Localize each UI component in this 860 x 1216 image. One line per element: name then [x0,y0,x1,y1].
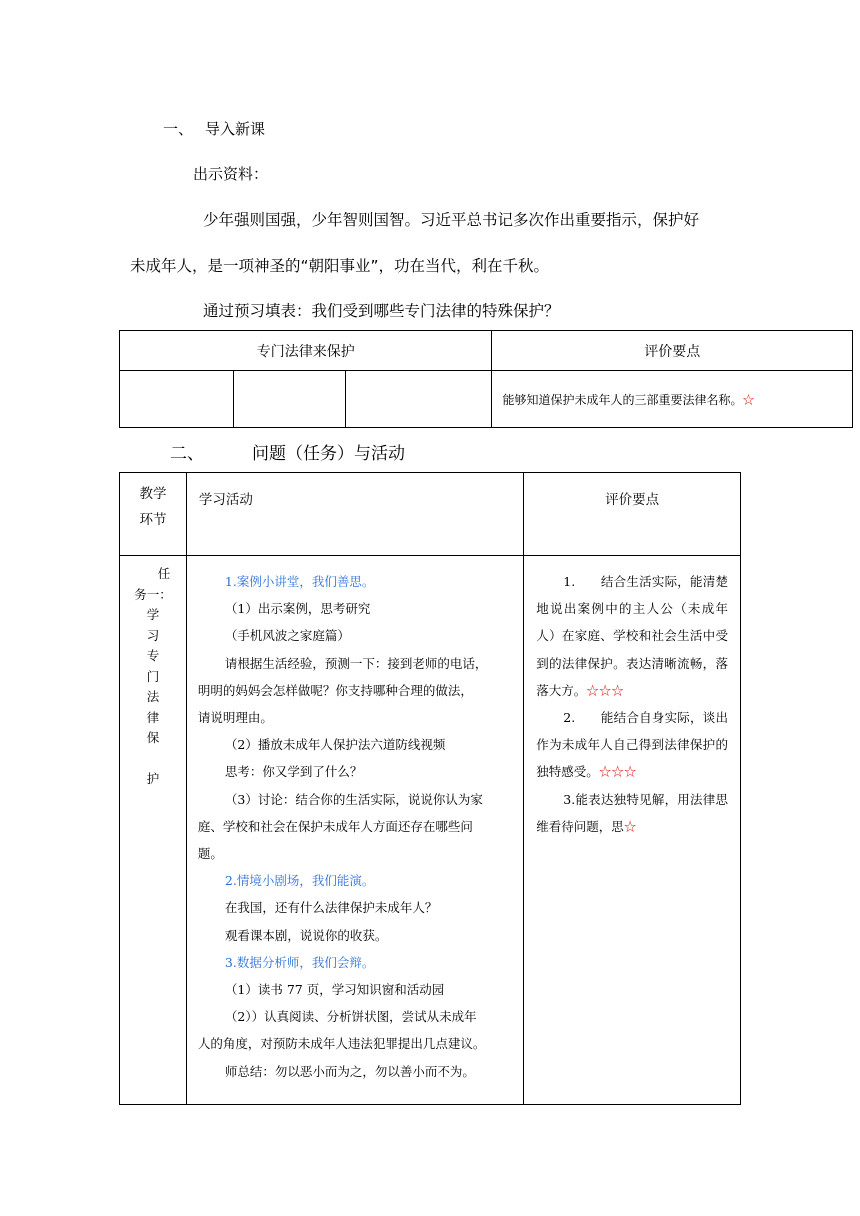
activity-line: 请根据生活经验，预测一下：接到老师的电话， [224,655,488,671]
activity-line: 人的角度，对预防未成年人违法犯罪提出几点建议。 [197,1036,486,1052]
criteria-item-1-text: 1. 结合生活实际，能清楚地说出案例中的主人公（未成年人）在家庭、学校和社会生活中受到的法律保护。表达清晰流畅，落落大方。 [536,574,728,698]
stage-char: 门 [146,668,160,684]
star-icon: ☆☆☆ [598,764,637,780]
intro-label: 出示资料： [193,165,269,183]
stage-char: 专 [146,648,160,663]
activity-line: （1）读书 77 页，学习知识窗和活动园 [224,982,445,998]
activity-line: 明明的妈妈会怎样做呢？你支持哪种合理的做法， [197,682,473,698]
criteria-item-2 [536,704,728,786]
activities-cell [186,556,523,1105]
criteria-item-2-text: 2. 能结合自身实际，谈出作为未成年人自己得到法律保护的独特感受。 [536,710,728,780]
activities-header: 学习活动 [186,473,523,556]
intro-paragraph-line1: 少年强则国强，少年智则国智。习近平总书记多次作出重要指示，保护好 [203,211,700,229]
criteria-cell [492,371,853,428]
criteria-item-1 [536,568,728,704]
law-header: 专门法律来保护 [120,331,492,371]
law-blank-cell-3[interactable] [345,371,492,428]
law-blank-cell-1[interactable] [120,371,234,428]
activity-line: （2））认真阅读、分析饼状图，尝试从未成年 [224,1009,477,1025]
stage-char: 法 [146,689,160,704]
stage-char: 保 [146,730,160,745]
stage-char: 习 [146,627,160,643]
stage-char: 律 [146,709,160,725]
criteria-item-3 [536,786,728,840]
activity-line: 在我国，还有什么法律保护未成年人？ [224,900,438,916]
activity-line: （1）出示案例，思考研究 [224,601,371,617]
section1-heading [163,118,265,139]
section2-title: 问题（任务）与活动 [252,444,405,464]
activity-line: 请说明理由。 [197,710,273,726]
stage-header-line2: 环节 [139,512,167,528]
criteria-header: 评价要点 [492,331,853,371]
section2-number: 二、 [170,444,204,464]
activity-3-title: 3.数据分析师，我们会辩。 [224,954,375,970]
section1-title: 导入新课 [205,120,266,138]
activity-line: 题。 [197,846,223,862]
stage-header [120,473,187,556]
criteria-item-3-text: 3.能表达独特见解，用法律思维看待问题，思 [536,791,728,834]
star-icon: ☆☆☆ [586,682,624,698]
section2-heading [170,439,405,464]
activity-line: 师总结：勿以恶小而为之，勿以善小而不为。 [224,1063,475,1079]
stage-char: 学 [146,607,160,622]
activity-table [119,472,741,1105]
criteria-cell-2 [524,556,741,1105]
activity-line: 庭、学校和社会在保护未成年人方面还存在哪些问 [197,818,473,834]
activity-2-title: 2.情境小剧场，我们能演。 [224,873,375,889]
star-icon: ☆ [623,818,637,834]
stage-char: 护 [146,770,160,786]
law-blank-cell-2[interactable] [233,371,345,428]
activity-line: （手机风波之家庭篇） [224,628,350,644]
stage-cell [120,556,187,1105]
stage-header-line1: 教学 [139,486,167,502]
criteria-text: 能够知道保护未成年人的三部重要法律名称。 [502,392,743,407]
stage-line: 务一： [134,586,172,602]
criteria-header-2: 评价要点 [524,473,741,556]
section1-number: 一、 [163,120,194,138]
activity-line: 思考：你又学到了什么？ [224,764,363,780]
activity-line: （3）讨论：结合你的生活实际，说说你认为家 [224,791,483,807]
preview-prompt: 通过预习填表：我们受到哪些专门法律的特殊保护？ [203,302,560,320]
activity-line: （2）播放未成年人保护法六道防线视频 [224,737,446,753]
activity-line: 观看课本剧，说说你的收获。 [224,927,388,943]
activity-1-title: 1.案例小讲堂，我们善思。 [224,574,375,589]
stage-line: 任 [157,566,171,581]
star-icon: ☆ [742,392,755,407]
intro-paragraph-line2: 未成年人，是一项神圣的“朝阳事业”，功在当代，利在千秋。 [130,257,550,275]
preview-table [119,330,853,428]
